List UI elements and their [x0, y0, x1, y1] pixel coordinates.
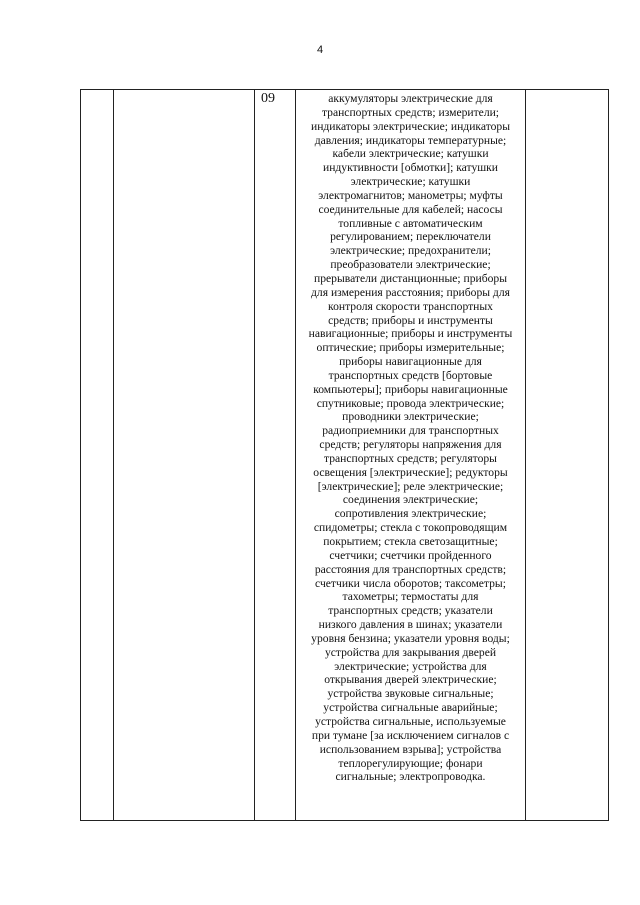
- goods-line: индуктивности [обмотки]; катушки: [322, 161, 499, 175]
- goods-line: давления; индикаторы температурные;: [314, 133, 507, 147]
- empty-cell-2: [114, 90, 255, 821]
- goods-line: покрытием; стекла светозащитные;: [323, 535, 498, 548]
- goods-line: транспортных средств; регуляторы: [324, 451, 497, 465]
- goods-line: электрические; устройства для: [334, 659, 487, 673]
- goods-line: регулированием; переключатели: [330, 230, 491, 244]
- goods-line: электрические; катушки: [350, 175, 471, 189]
- empty-cell-1: [81, 90, 114, 821]
- goods-line: использованием взрыва]; устройства: [319, 742, 502, 756]
- goods-line: при тумане [за исключением сигналов с: [311, 728, 510, 742]
- goods-line: соединительные для кабелей; насосы: [318, 202, 503, 216]
- goods-line: транспортных средств [бортовые: [328, 368, 493, 382]
- goods-line: сигнальные; электропроводка.: [335, 770, 486, 784]
- goods-line: низкого давления в шинах; указатели: [318, 618, 503, 632]
- goods-line: счетчики числа оборотов; таксометры;: [315, 576, 506, 590]
- page-number: 4: [316, 44, 324, 56]
- goods-line: расстояния для транспортных средств;: [314, 562, 507, 576]
- goods-line: приборы навигационные для: [339, 355, 482, 369]
- goods-line: для измерения расстояния; приборы для: [311, 285, 510, 299]
- goods-line: [электрические]; реле электрические;: [317, 479, 504, 493]
- goods-line: проводники электрические;: [342, 410, 479, 424]
- goods-line: прерыватели дистанционные; приборы: [314, 271, 507, 285]
- table-row: [81, 90, 609, 821]
- goods-line: компьютеры]; приборы навигационные: [313, 382, 508, 396]
- goods-line: устройства сигнальные аварийные;: [323, 701, 498, 715]
- goods-line: устройства сигнальные, используемые: [315, 714, 506, 728]
- goods-line: транспортных средств; измерители;: [321, 105, 500, 119]
- class-code-cell: 09: [255, 90, 296, 821]
- goods-line: теплорегулирующие; фонари: [338, 756, 483, 770]
- goods-line: радиоприемники для транспортных: [322, 424, 499, 438]
- goods-line: индикаторы электрические; индикаторы: [310, 119, 511, 133]
- goods-line: преобразователи электрические;: [330, 258, 491, 272]
- goods-line: электромагнитов; манометры; муфты: [318, 188, 503, 202]
- goods-line: тахометры; термостаты для: [342, 590, 479, 604]
- empty-cell-5: [526, 90, 609, 821]
- goods-line: спутниковые; провода электрические;: [316, 396, 505, 410]
- goods-line: открывания дверей электрические;: [324, 673, 497, 687]
- goods-line: транспортных средств; указатели: [328, 604, 493, 618]
- goods-list-cell: [296, 90, 526, 821]
- goods-line: уровня бензина; указатели уровня воды;: [311, 631, 510, 645]
- goods-line: спидометры; стекла с токопроводящим: [313, 521, 508, 535]
- goods-line: освещения [электрические]; редукторы: [313, 465, 508, 479]
- goods-line: навигационные; приборы и инструменты: [308, 327, 513, 341]
- goods-line: устройства для закрывания дверей: [324, 645, 497, 659]
- goods-line: устройства звуковые сигнальные;: [327, 687, 494, 701]
- goods-line: контроля скорости транспортных: [328, 299, 493, 313]
- goods-line: соединения электрические;: [342, 493, 479, 507]
- goods-line: счетчики; счетчики пройденного: [329, 548, 492, 562]
- goods-line: аккумуляторы электрические для: [328, 92, 493, 105]
- goods-line: сопротивления электрические;: [334, 507, 487, 521]
- goods-line: топливные с автоматическим: [338, 216, 483, 230]
- goods-line: средств; приборы и инструменты: [328, 313, 493, 327]
- goods-line: электрические; предохранители;: [330, 244, 491, 258]
- goods-classification-table: [80, 89, 609, 821]
- goods-line: кабели электрические; катушки: [332, 147, 489, 161]
- goods-line: средств; регуляторы напряжения для: [319, 438, 502, 452]
- goods-line: оптические; приборы измерительные;: [316, 341, 505, 355]
